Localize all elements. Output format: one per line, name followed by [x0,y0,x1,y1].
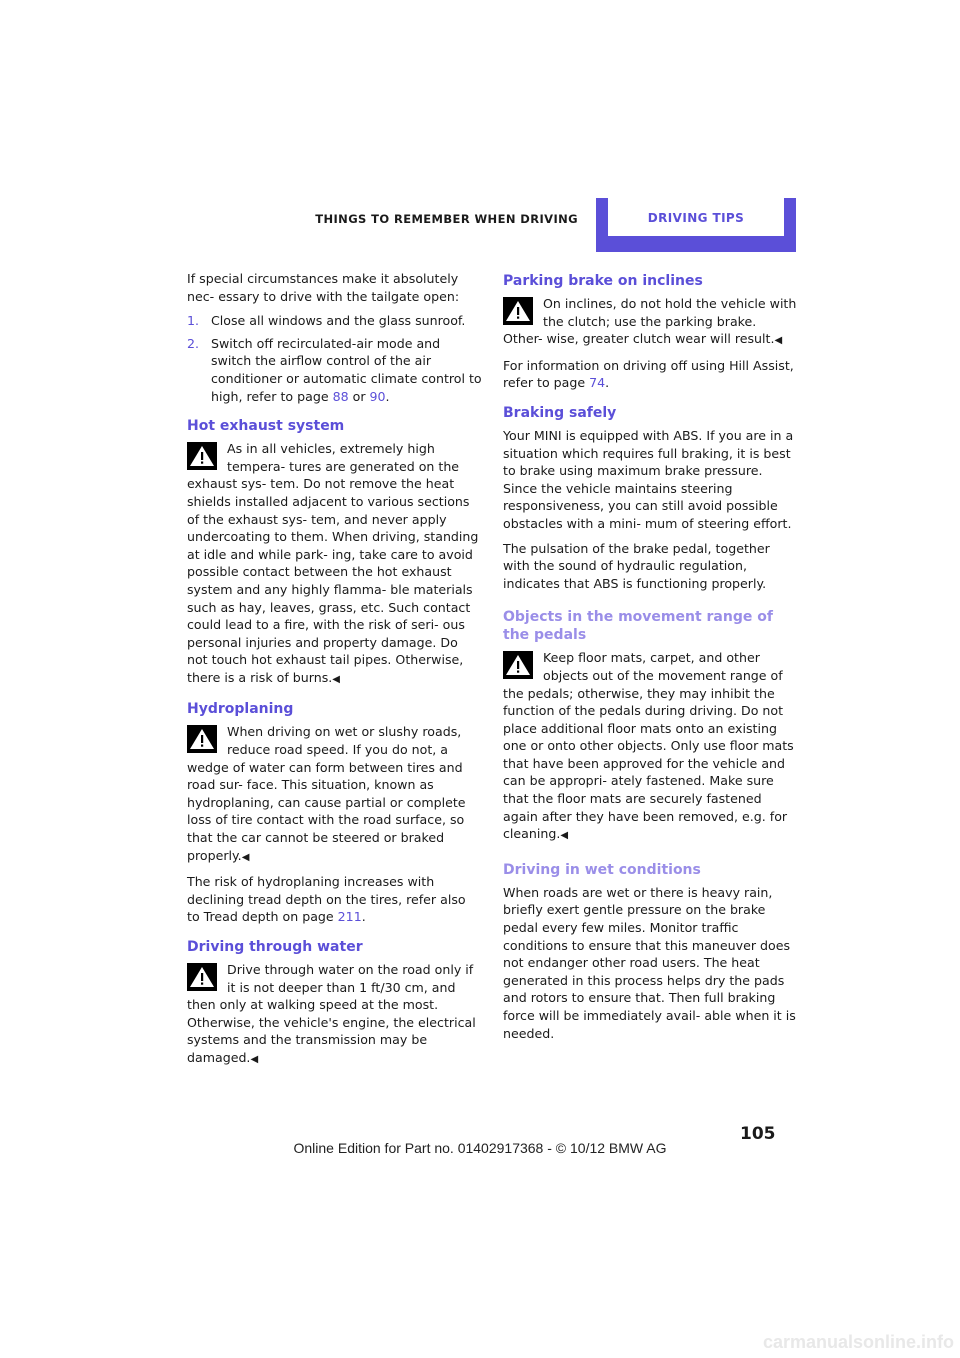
pedals-text: Keep floor mats, carpet, and other objects out of the movement range of the pedals; otherwise, they may inhibit the function of the pedals during driving. Do not place additional floor mats onto an existing one or onto other objects. Only use floor mats that have been approved for the vehicle and can be appropri- ately fastened. Make sure that the floor mats are securely fastened again after they have been removed, e.g. for cleaning. [503,650,794,842]
running-header: THINGS TO REMEMBER WHEN DRIVING [315,212,578,226]
page-link[interactable]: 74 [589,375,606,391]
left-column [187,270,482,1076]
braking-paragraph-2: The pulsation of the brake pedal, together with the sound of hydraulic regulation, indicates that ABS is functioning properly. [503,540,770,591]
page-number: 105 [740,1124,776,1144]
heading-braking-safely: Braking safely [503,404,617,421]
warning-paragraph [187,440,482,688]
list-item [187,335,482,405]
step-text: Switch off recirculated-air mode and switch the airflow control of the air conditioner or automatic climate control to high, refer to page [211,335,482,404]
list-item [187,312,482,330]
braking-paragraph: Your MINI is equipped with ABS. If you are in a situation which requires full braking, it is best to brake using maximum brake pressure. Since the vehicle maintains steering responsiveness, you can still avoid possible obstacles with a mini- mum of steering effort. [503,427,794,531]
chapter-tab-label: DRIVING TIPS [608,198,784,236]
hill-assist-text-end: . [605,375,610,391]
warning-paragraph [503,295,798,350]
warning-triangle-icon [187,963,217,991]
hot-exhaust-text: As in all vehicles, extremely high tempera- tures are generated on the exhaust sys- tem. Do not remove the heat shields installed adjacent to various sections of the exhaust sys- tem, and never apply undercoating to them. When driving, standing at idle and while park- ing, take care to avoid possible contact between the hot exhaust system and any highly flamma- ble materials such as hay, leaves, grass, etc. Such contact could lead to a fire, with the risk of seri- ous personal injuries and property damage. Do not touch hot exhaust tail pipes. Otherwise, there is a risk of burns. [187,441,479,685]
wet-conditions-paragraph: When roads are wet or there is heavy rain, briefly exert gentle pressure on the brake pedal every few miles. Monitor traffic conditions to ensure that this maneuver does not endanger other road users. The heat generated in this process helps dry the pads and rotors to ensure that. Then full braking force will be immediately avail- able when it is needed. [503,884,796,1041]
warning-triangle-icon [187,725,217,753]
hill-assist-paragraph [503,357,798,392]
right-column [503,270,798,1049]
heading-objects-pedals: Objects in the movement range of the pedals [503,609,773,644]
heading-parking-brake: Parking brake on inclines [503,273,703,289]
intro-paragraph: If special circumstances make it absolutely nec- essary to drive with the tailgate open: [187,271,460,304]
end-mark: ◀ [241,851,250,863]
step-number: 1. [187,313,200,329]
heading-hydroplaning: Hydroplaning [187,701,294,718]
hydroplaning-text-2-end: . [361,909,366,925]
water-text: Drive through water on the road only if it is not deeper than 1 ft/30 cm, and then only at walking speed at the most. Otherwise, the vehicle's engine, the electrical systems and the transmission may be damaged. [187,962,476,1065]
hydroplaning-text: When driving on wet or slushy roads, reduce road speed. If you do not, a wedge of water can form between tires and road sur- face. This situation, known as hydroplaning, can cause partial or complete loss of tire contact with the road surface, so that the car cannot be steered or braked properly. [187,724,466,863]
hill-assist-text: For information on driving off using Hill Assist, refer to page [503,357,794,391]
step-text-mid: or [348,388,370,404]
page-link[interactable]: 90 [369,388,386,404]
heading-driving-through-water: Driving through water [187,939,363,955]
end-mark: ◀ [332,673,340,685]
warning-paragraph [187,961,482,1069]
step-text-end: . [385,388,390,404]
parking-text: On inclines, do not hold the vehicle with the clutch; use the parking brake. Other- wise, greater clutch wear will result. [503,296,797,347]
warning-paragraph [187,723,482,866]
end-mark: ◀ [250,1053,259,1065]
watermark: carmanualsonline.info [762,1332,954,1352]
warning-triangle-icon [503,297,533,325]
step-number: 2. [187,335,200,351]
steps-list [187,312,482,405]
warning-triangle-icon [503,651,533,679]
heading-hot-exhaust: Hot exhaust system [187,418,345,435]
end-mark: ◀ [774,335,783,347]
footer-edition-note: Online Edition for Part no. 01402917368 - © 10/12 BMW AG [293,1140,667,1156]
page-link[interactable]: 88 [332,388,349,404]
hydroplaning-paragraph [187,873,482,926]
heading-wet-conditions: Driving in wet conditions [503,861,701,878]
page-link[interactable]: 211 [337,909,362,925]
warning-triangle-icon [187,442,217,470]
end-mark: ◀ [560,830,569,842]
chapter-tab [596,198,796,252]
warning-paragraph [503,649,798,845]
hydroplaning-text-2: The risk of hydroplaning increases with declining tread depth on the tires, refer also to Tread depth on page [187,874,466,925]
step-text: Close all windows and the glass sunroof. [211,313,466,329]
